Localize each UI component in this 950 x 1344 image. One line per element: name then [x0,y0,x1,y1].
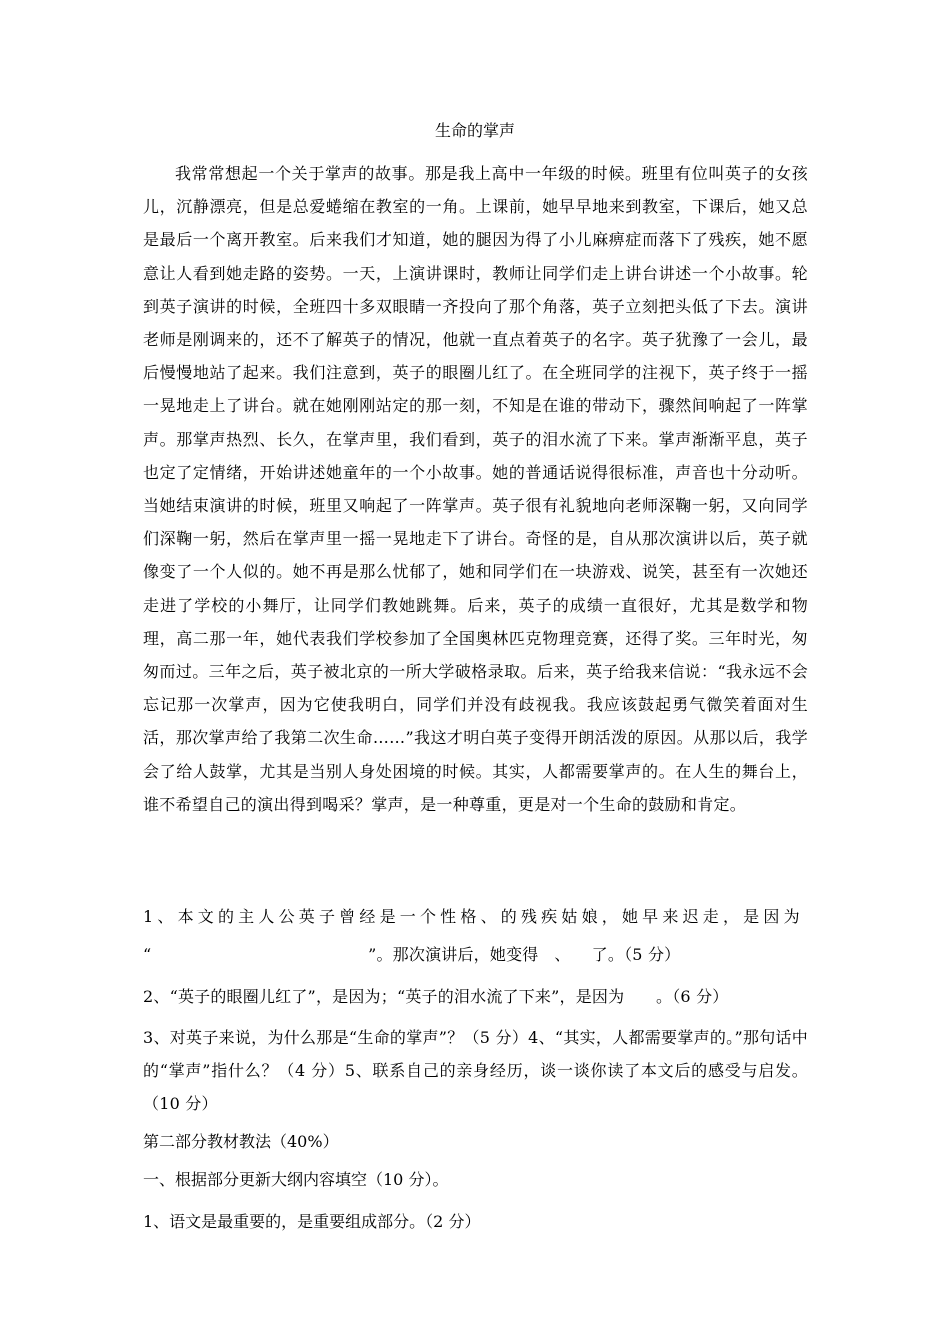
section-2-question-1: 1、语文是最重要的，是重要组成部分。（2 分） [143,1212,481,1231]
story-paragraph: 我常常想起一个关于掌声的故事。那是我上高中一年级的时候。班里有位叫英子的女孩儿，沉静漂亮，但是总爱蜷缩在教室的一角。上课前，她早早地来到教室，下课后，她又总是最后一个离开教室。后来我们才知道，她的腿因为得了小儿麻痹症而落下了残疾，她不愿意让人看到她走路的姿势。一天，上演讲课时，教师让同学们走上讲台讲述一个小故事。轮到英子演讲的时候，全班四十多双眼睛一齐投向了那个角落，英子立刻把头低了下去。演讲老师是刚调来的，还不了解英子的情况，他就一直点着英子的名字。英子犹豫了一会儿，最后慢慢地站了起来。我们注意到，英子的眼圈儿红了。在全班同学的注视下，英子终于一摇一晃地走上了讲台。就在她刚刚站定的那一刻，不知是在谁的带动下，骤然间响起了一阵掌声。那掌声热烈、长久，在掌声里，我们看到，英子的泪水流了下来。掌声渐渐平息，英子也定了定情绪，开始讲述她童年的一个小故事。她的普通话说得很标准，声音也十分动听。当她结束演讲的时候，班里又响起了一阵掌声。英子很有礼貌地向老师深鞠一躬，又向同学们深鞠一躬，然后在掌声里一摇一晃地走下了讲台。奇怪的是，自从那次演讲以后，英子就像变了一个人似的。她不再是那么忧郁了，她和同学们在一块游戏、说笑，甚至有一次她还走进了学校的小舞厅，让同学们教她跳舞。后来，英子的成绩一直很好，尤其是数学和物理，高二那一年，她代表我们学校参加了全国奥林匹克物理竞赛，还得了奖。三年时光，匆匆而过。三年之后，英子被北京的一所大学破格录取。后来，英子给我来信说：“我永远不会忘记那一次掌声，因为它使我明白，同学们并没有歧视我。我应该鼓起勇气微笑着面对生活，那次掌声给了我第二次生命……”我这才明白英子变得开朗活泼的原因。从那以后，我学会了给人鼓掌，尤其是当别人身处困境的时候。其实，人都需要掌声的。在人生的舞台上，谁不希望自己的演出得到喝采？掌声，是一种尊重，更是对一个生命的鼓励和肯定。 [143,164,808,814]
page-title: 生命的掌声 [434,121,515,140]
question-1-line-1: 1、本文的主人公英子曾经是一个性格、的残疾姑娘，她早来迟走，是因为 [143,907,804,926]
section-2-part-1: 一、根据部分更新大纲内容填空（10 分）。 [143,1170,449,1189]
question-2: 2、“英子的眼圈儿红了”，是因为；“英子的泪水流了下来”，是因为 。（6 分） [143,987,729,1006]
story-body [143,157,808,821]
question-3-4-5: 3、对英子来说，为什么那是“生命的掌声”？（5 分）4、“其实，人都需要掌声的。”那句话中的“掌声”指什么？（4 分）5、联系自己的亲身经历，谈一谈你读了本文后的感受与启发。（10 分） [143,1028,808,1114]
question-1-line-2: “ ”。那次演讲后，她变得 、 了。（5 分） [143,945,681,964]
section-2-heading: 第二部分教材教法（40%） [143,1132,339,1151]
